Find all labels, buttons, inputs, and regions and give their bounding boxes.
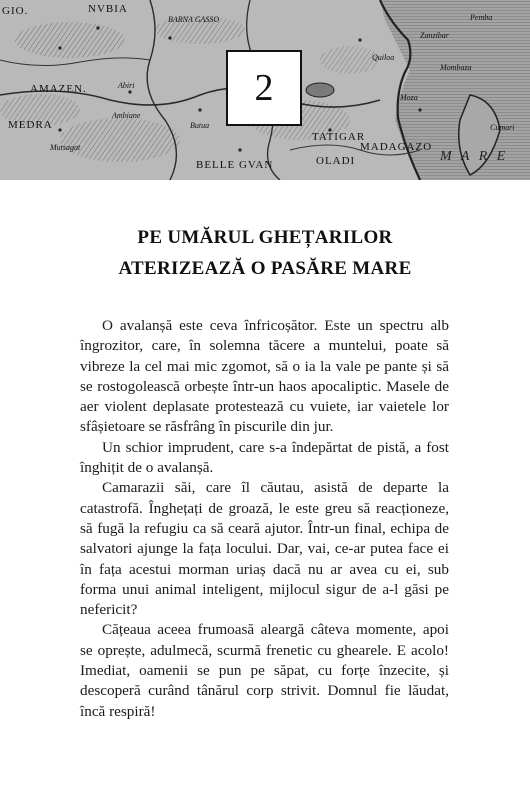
map-label: NVBIA: [88, 3, 128, 15]
paragraph: Camarazii săi, care îl căutau, asistă de departe la catastrofă. Înghețați de groază, le este greu să reacționeze, să fugă la refugiu ca să ceară ajutor. Într-un final, echipa de salvatori ajunge la fața locului. Dar, vai, ce-ar putea face ei în fața acestui morman uriaș dacă nu ar avea cu ei, sub forma unui animal inteligent, mijlocul sigur de a-l găsi pe nefericit?: [80, 479, 449, 619]
map-label: Butua: [190, 121, 210, 130]
map-label: Quiloa: [372, 53, 395, 62]
header-map-banner: [0, 0, 530, 180]
map-label: Moza: [400, 93, 418, 102]
map-label: M A R E: [440, 149, 509, 164]
chapter-body: [80, 316, 449, 722]
map-label: Pemba: [470, 13, 493, 22]
map-label: Mombaza: [440, 63, 472, 72]
map-label: BELLE GVAN: [196, 159, 274, 171]
map-label: GIO.: [2, 5, 29, 17]
map-label: TATIGAR: [312, 131, 366, 143]
map-label: Zanzibar: [420, 31, 449, 40]
paragraph: O avalanșă este ceva înfricoșător. Este un spectru alb îngrozitor, care, în solemna tăcere a muntelui, poate să vibreze la cel mai mic zgomot, să o ia la vale pe pante și să se rostogolească orbește într-un haos apocaliptic. Masele de aer violent deplasate protestează cu vuiete, iar vaietele lor sfâșietoare se răsfrâng în piscurile din jur.: [80, 317, 449, 436]
map-label: MEDRA: [8, 119, 53, 131]
chapter-title-line-1: PE UMĂRUL GHEȚARILOR: [137, 227, 393, 248]
paragraph: Cățeaua aceea frumoasă aleargă câteva momente, apoi se oprește, adulmecă, scurmă frenetic cu ghearele. E acolo! Imediat, oamenii se pun pe săpat, cu forțe înzecite, și descoperă curând tânărul corp strivit. Domnul fie lăudat, încă respiră!: [80, 621, 449, 720]
chapter-number-box: [226, 50, 302, 126]
map-label: Cumari: [490, 123, 515, 132]
chapter-title-line-2: ATERIZEAZĂ O PASĂRE MARE: [118, 258, 412, 279]
map-label: Abiri: [118, 81, 135, 90]
map-label: AMAZEN.: [30, 83, 87, 95]
map-label: BARNA GASSO: [168, 15, 220, 24]
paragraph: Un schior imprudent, care s-a îndepărtat de pistă, a fost înghițit de o avalanșă.: [80, 438, 449, 477]
map-label: Mutsagat: [50, 143, 81, 152]
chapter-number: 2: [254, 67, 274, 109]
chapter-title: [0, 222, 530, 284]
map-label: OLADI: [316, 155, 356, 167]
map-label: MADAGAZO: [360, 141, 433, 153]
map-label: Ambiane: [112, 111, 141, 120]
